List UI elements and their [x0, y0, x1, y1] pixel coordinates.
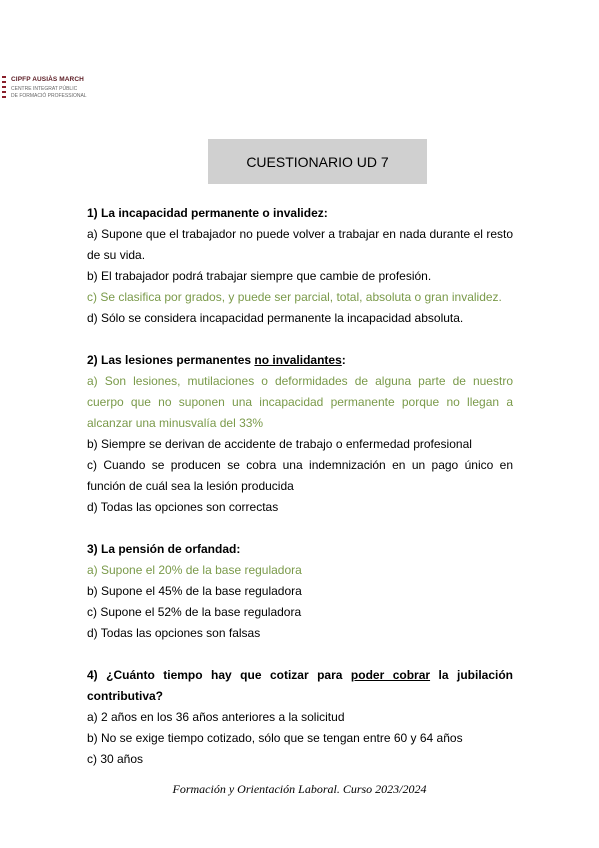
questionnaire	[87, 203, 513, 770]
question-text: 2) Las lesiones permanentes	[87, 353, 255, 367]
page-footer: Formación y Orientación Laboral. Curso 2023/2024	[172, 782, 427, 796]
answer-option-correct: a) Son lesiones, mutilaciones o deformidades de alguna parte de nuestro cuerpo que no suponen una incapacidad permanente porque no llegan a alcanzar una minusvalía del 33%	[87, 374, 513, 430]
question-title	[87, 539, 513, 560]
question-text-end: :	[341, 353, 346, 367]
question-underlined-text: poder cobrar	[350, 668, 431, 682]
question-2	[87, 350, 513, 518]
question-3	[87, 539, 513, 644]
question-text-end: la jubilación contributiva?	[87, 668, 513, 703]
question-text: 1) La incapacidad permanente o invalidez:	[87, 206, 328, 220]
question-4	[87, 665, 513, 770]
answer-option: b) Supone el 45% de la base reguladora	[87, 584, 302, 598]
document-title: CUESTIONARIO UD 7	[208, 139, 427, 184]
question-title	[87, 203, 513, 224]
answer-option: c) Cuando se producen se cobra una indemnización en un pago único en función de cuál sea la lesión producida	[87, 458, 513, 493]
logo-mark-bar	[2, 81, 6, 83]
question-underlined-text: no invalidantes	[254, 353, 342, 367]
logo-subtitle-1: CENTRE INTEGRAT PÚBLIC	[11, 86, 78, 92]
answer-option: b) El trabajador podrá trabajar siempre que cambie de profesión.	[87, 269, 432, 283]
logo-mark-bar	[2, 86, 6, 88]
answer-option: d) Todas las opciones son correctas	[87, 500, 279, 514]
answer-option: c) Supone el 52% de la base reguladora	[87, 605, 302, 619]
logo-mark-bar	[2, 96, 6, 98]
question-text: 3) La pensión de orfandad:	[87, 542, 241, 556]
answer-option: d) Sólo se considera incapacidad permanente la incapacidad absoluta.	[87, 311, 464, 325]
question-1	[87, 203, 513, 329]
logo-mark-bar	[2, 76, 6, 78]
answer-option: b) Siempre se derivan de accidente de trabajo o enfermedad profesional	[87, 437, 472, 451]
logo-mark-bar	[2, 91, 6, 93]
answer-option-correct: c) Se clasifica por grados, y puede ser parcial, total, absoluta o gran invalidez.	[87, 290, 502, 304]
answer-option: a) Supone que el trabajador no puede volver a trabajar en nada durante el resto de su vida.	[87, 227, 513, 262]
answer-option-correct: a) Supone el 20% de la base reguladora	[87, 563, 302, 577]
question-title	[87, 350, 513, 371]
answer-option: c) 30 años	[87, 752, 144, 766]
question-text: 4) ¿Cuánto tiempo hay que cotizar para	[87, 668, 351, 682]
answer-option: d) Todas las opciones son falsas	[87, 626, 261, 640]
question-title	[87, 665, 513, 707]
school-logo	[2, 72, 102, 104]
answer-option: b) No se exige tiempo cotizado, sólo que se tengan entre 60 y 64 años	[87, 731, 463, 745]
logo-subtitle-2: DE FORMACIÓ PROFESSIONAL	[11, 93, 87, 99]
answer-option: a) 2 años en los 36 años anteriores a la solicitud	[87, 710, 345, 724]
logo-title: CIPFP AUSIÀS MARCH	[11, 76, 84, 83]
